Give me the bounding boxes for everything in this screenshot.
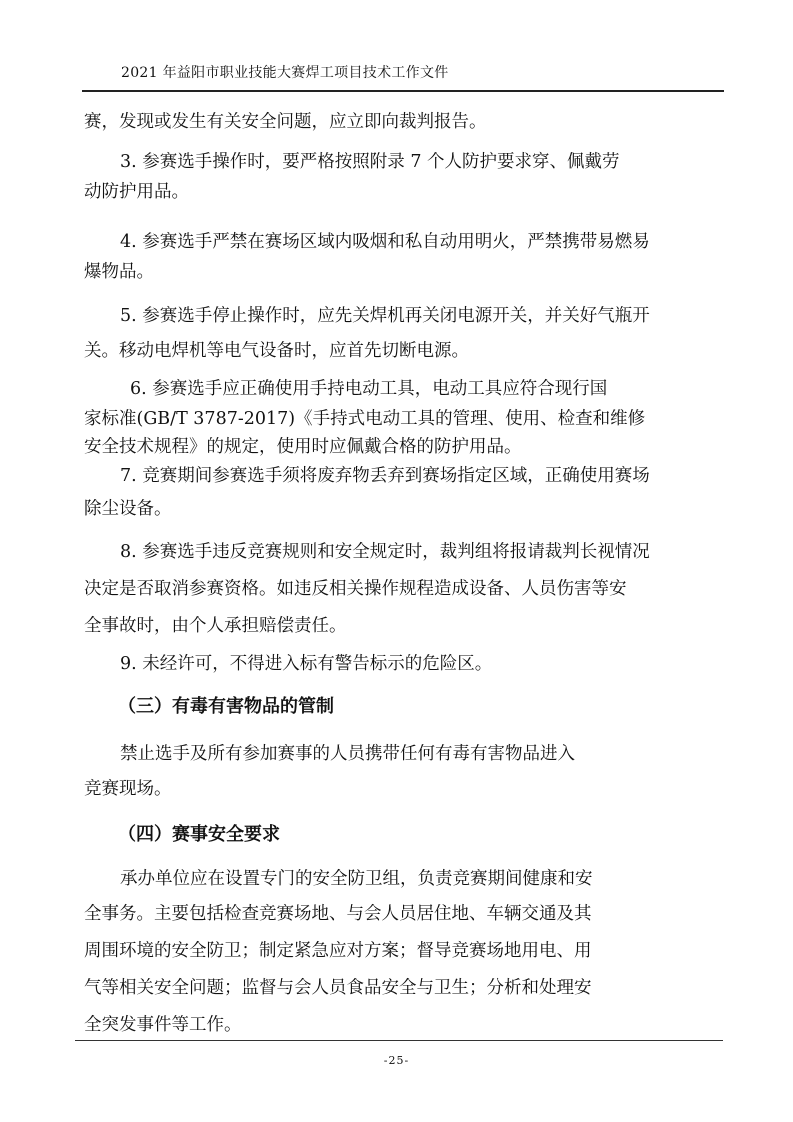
body-line: 承办单位应在设置专门的安全防卫组，负责竞赛期间健康和安 [120, 869, 593, 889]
body-line: 周围环境的安全防卫；制定紧急应对方案；督导竞赛场地用电、用 [84, 941, 592, 961]
body-line: 全事务。主要包括检查竞赛场地、与会人员居住地、车辆交通及其 [84, 904, 592, 924]
footer-rule [75, 1040, 723, 1041]
header-rule [82, 90, 724, 92]
section-heading: （三）有毒有害物品的管制 [118, 696, 334, 717]
document-header: 2021 年益阳市职业技能大赛焊工项目技术工作文件 [121, 65, 449, 81]
body-line: 气等相关安全问题；监督与会人员食品安全与卫生；分析和处理安 [84, 978, 592, 998]
body-line: 除尘设备。 [84, 499, 172, 519]
body-line: 动防护用品。 [84, 182, 189, 202]
body-line: 3. 参赛选手操作时，要严格按照附录 7 个人防护要求穿、佩戴劳 [120, 152, 620, 172]
body-line: 爆物品。 [84, 262, 154, 282]
body-line: 8. 参赛选手违反竞赛规则和安全规定时，裁判组将报请裁判长视情况 [120, 542, 650, 562]
body-line: 禁止选手及所有参加赛事的人员携带任何有毒有害物品进入 [120, 744, 575, 764]
body-line: 赛，发现或发生有关安全问题，应立即向裁判报告。 [84, 112, 487, 132]
body-line: 7. 竞赛期间参赛选手须将废弃物丢弃到赛场指定区域，正确使用赛场 [120, 466, 650, 486]
body-line: 9. 未经许可，不得进入标有警告标示的危险区。 [120, 654, 493, 674]
body-line: 决定是否取消参赛资格。如违反相关操作规程造成设备、人员伤害等安 [84, 579, 627, 599]
body-line: 5. 参赛选手停止操作时，应先关焊机再关闭电源开关，并关好气瓶开 [120, 306, 650, 326]
body-line: 全突发事件等工作。 [84, 1015, 242, 1035]
body-line: 安全技术规程》的规定，使用时应佩戴合格的防护用品。 [84, 437, 522, 457]
body-line: 竞赛现场。 [84, 779, 172, 799]
page-number: -25- [383, 1054, 410, 1067]
body-line: 4. 参赛选手严禁在赛场区域内吸烟和私自动用明火，严禁携带易燃易 [120, 232, 650, 252]
section-heading: （四）赛事安全要求 [118, 824, 280, 845]
body-line: 关。移动电焊机等电气设备时，应首先切断电源。 [84, 341, 469, 361]
body-line: 家标准(GB/T 3787-2017)《手持式电动工具的管理、使用、检查和维修 [84, 409, 646, 429]
body-line: 6. 参赛选手应正确使用手持电动工具，电动工具应符合现行国 [130, 379, 608, 399]
body-line: 全事故时，由个人承担赔偿责任。 [84, 616, 347, 636]
